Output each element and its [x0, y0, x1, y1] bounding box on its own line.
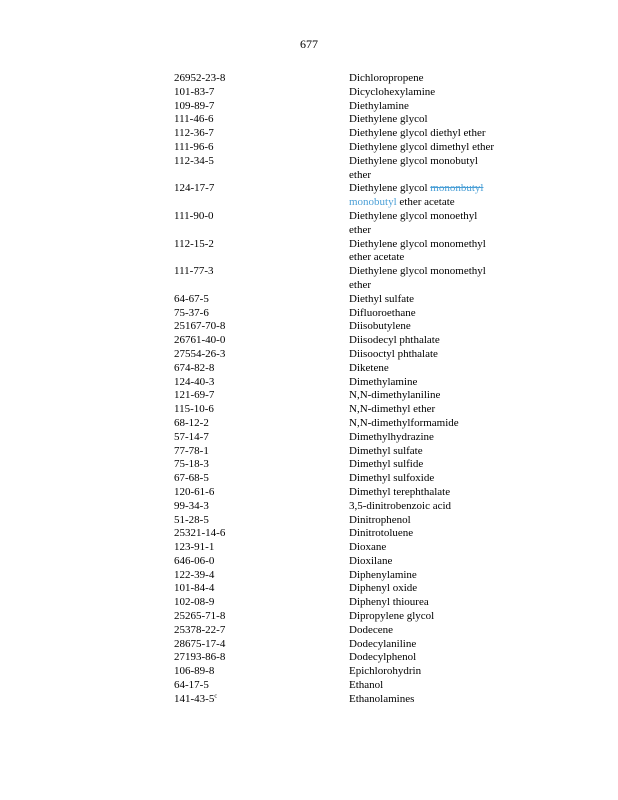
cas-number: 111-90-0: [174, 209, 214, 222]
list-item: [174, 582, 534, 596]
deleted-text: mononbutyl: [430, 182, 484, 195]
cas-number: 111-96-6: [174, 140, 214, 153]
chemical-name: Dimethyl sulfate: [349, 444, 423, 457]
chemical-name: Dipropylene glycol: [349, 610, 435, 623]
cas-value: 141-43-5: [174, 692, 215, 705]
chemical-name: Ethanolamines: [349, 692, 415, 705]
chemical-name: N,N-dimethylaniline: [349, 389, 441, 402]
list-item: [174, 334, 534, 348]
cas-number: 67-68-5: [174, 472, 209, 485]
chemical-name: Dodecylaniline: [349, 637, 417, 650]
list-item: [174, 693, 534, 707]
name-line: Diethylene glycol monoethyl: [349, 209, 478, 222]
cas-number: 26952-23-8: [174, 72, 226, 84]
list-item: [174, 141, 534, 155]
name-suffix: ether acetate: [399, 196, 455, 209]
chemical-name: N,N-dimethylformamide: [349, 416, 459, 429]
chemical-name: [349, 182, 524, 210]
chemical-name: Diisooctyl phthalate: [349, 347, 438, 360]
list-item: [174, 651, 534, 665]
list-item: [174, 665, 534, 679]
inserted-text: monobutyl: [349, 196, 397, 209]
cas-number: 109-89-7: [174, 99, 215, 112]
list-item: [174, 293, 534, 307]
cas-number: 75-37-6: [174, 306, 209, 319]
list-item: [174, 417, 534, 431]
list-item: [174, 486, 534, 500]
chemical-name: Ethanol: [349, 679, 384, 692]
list-item: [174, 389, 534, 403]
chemical-name: Diisodecyl phthalate: [349, 334, 440, 347]
chemical-name: Dichloropropene: [349, 72, 424, 84]
name-line: Diethylene glycol monobutyl: [349, 154, 478, 167]
chemical-name: Diethylene glycol: [349, 113, 428, 126]
cas-number: 25321-14-6: [174, 527, 226, 540]
cas-number: 102-08-9: [174, 596, 215, 609]
chemical-name: Diethyl sulfate: [349, 292, 415, 305]
cas-number: 64-67-5: [174, 292, 209, 305]
chemical-name: Diisobutylene: [349, 320, 411, 333]
cas-number: 25265-71-8: [174, 610, 226, 623]
name-continuation: ether: [349, 168, 371, 181]
cas-number: 112-36-7: [174, 127, 214, 140]
cas-number: 121-69-7: [174, 389, 215, 402]
cas-number: 111-77-3: [174, 265, 214, 278]
cas-number: [174, 693, 349, 707]
cas-number: 26761-40-0: [174, 334, 226, 347]
cas-number: 101-83-7: [174, 85, 215, 98]
list-item: [174, 72, 534, 86]
chemical-name: Dioxilane: [349, 554, 393, 567]
cas-number: 25378-22-7: [174, 623, 226, 636]
chemical-list: [174, 72, 534, 707]
chemical-name: Diketene: [349, 361, 389, 374]
cas-number: 120-61-6: [174, 485, 215, 498]
name-continuation: ether: [349, 223, 371, 236]
chemical-name: Dodecylphenol: [349, 651, 417, 664]
name-continuation: ether: [349, 278, 371, 291]
cas-number: 101-84-4: [174, 582, 215, 595]
cas-number: 124-17-7: [174, 182, 215, 195]
chemical-name: Diethylene glycol diethyl ether: [349, 127, 486, 140]
list-item: [174, 348, 534, 362]
chemical-name: [349, 265, 524, 293]
list-item: [174, 307, 534, 321]
chemical-name: Diphenylamine: [349, 568, 417, 581]
chemical-name: Dioxane: [349, 541, 387, 554]
list-item: [174, 541, 534, 555]
list-item: [174, 679, 534, 693]
chemical-name: Dimethylhydrazine: [349, 430, 434, 443]
cas-number: 112-34-5: [174, 154, 214, 167]
chemical-name: Epichlorohydrin: [349, 665, 422, 678]
name-prefix: Diethylene glycol: [349, 182, 428, 195]
list-item: [174, 610, 534, 624]
cas-number: 123-91-1: [174, 541, 215, 554]
list-item: [174, 555, 534, 569]
cas-number: 115-10-6: [174, 403, 214, 416]
cas-number: 112-15-2: [174, 237, 214, 250]
list-item: [174, 86, 534, 100]
chemical-name: Dinitrophenol: [349, 513, 411, 526]
cas-number: 51-28-5: [174, 513, 209, 526]
list-item: [174, 238, 534, 266]
chemical-name: Diphenyl thiourea: [349, 596, 429, 609]
footnote-marker: c: [214, 693, 217, 700]
chemical-name: Dinitrotoluene: [349, 527, 414, 540]
cas-number: 106-89-8: [174, 665, 215, 678]
cas-number: 28675-17-4: [174, 637, 226, 650]
list-item: [174, 624, 534, 638]
cas-number: 75-18-3: [174, 458, 209, 471]
list-item: [174, 445, 534, 459]
chemical-name: Dimethyl terephthalate: [349, 485, 451, 498]
chemical-name: [349, 155, 524, 183]
chemical-name: [349, 238, 524, 266]
list-item: [174, 100, 534, 114]
cas-number: 77-78-1: [174, 444, 209, 457]
list-item: [174, 113, 534, 127]
page-number: 677: [300, 37, 318, 51]
list-item: [174, 514, 534, 528]
chemical-name: Diphenyl oxide: [349, 582, 418, 595]
list-item: [174, 155, 534, 183]
list-item: [174, 458, 534, 472]
chemical-name: N,N-dimethyl ether: [349, 403, 436, 416]
name-line: Diethylene glycol monomethyl: [349, 237, 486, 250]
chemical-name: [349, 210, 524, 238]
cas-number: 111-46-6: [174, 113, 214, 126]
name-line: Diethylene glycol monomethyl: [349, 265, 486, 278]
list-item: [174, 500, 534, 514]
list-item: [174, 265, 534, 293]
cas-number: 674-82-8: [174, 361, 215, 374]
list-item: [174, 376, 534, 390]
chemical-name: Dodecene: [349, 623, 393, 636]
list-item: [174, 403, 534, 417]
list-item: [174, 472, 534, 486]
cas-number: 27193-86-8: [174, 651, 226, 664]
list-item: [174, 527, 534, 541]
chemical-name: Diethylamine: [349, 99, 409, 112]
list-item: [174, 638, 534, 652]
cas-number: 64-17-5: [174, 679, 209, 692]
cas-number: 25167-70-8: [174, 320, 226, 333]
cas-number: 124-40-3: [174, 375, 215, 388]
cas-number: 99-34-3: [174, 499, 209, 512]
list-item: [174, 127, 534, 141]
cas-number: 57-14-7: [174, 430, 209, 443]
chemical-name: Diethylene glycol dimethyl ether: [349, 140, 495, 153]
name-continuation: ether acetate: [349, 251, 405, 264]
list-item: [174, 182, 534, 210]
chemical-name: 3,5-dinitrobenzoic acid: [349, 499, 452, 512]
chemical-name: Dimethyl sulfide: [349, 458, 424, 471]
cas-number: 27554-26-3: [174, 347, 226, 360]
list-item: [174, 362, 534, 376]
list-item: [174, 431, 534, 445]
list-item: [174, 596, 534, 610]
chemical-name: Dicyclohexylamine: [349, 85, 436, 98]
chemical-name: Difluoroethane: [349, 306, 416, 319]
list-item: [174, 569, 534, 583]
list-item: [174, 210, 534, 238]
chemical-name: Dimethylamine: [349, 375, 418, 388]
list-item: [174, 320, 534, 334]
cas-number: 68-12-2: [174, 416, 209, 429]
cas-number: 122-39-4: [174, 568, 215, 581]
cas-number: 646-06-0: [174, 554, 215, 567]
chemical-name: Dimethyl sulfoxide: [349, 472, 435, 485]
